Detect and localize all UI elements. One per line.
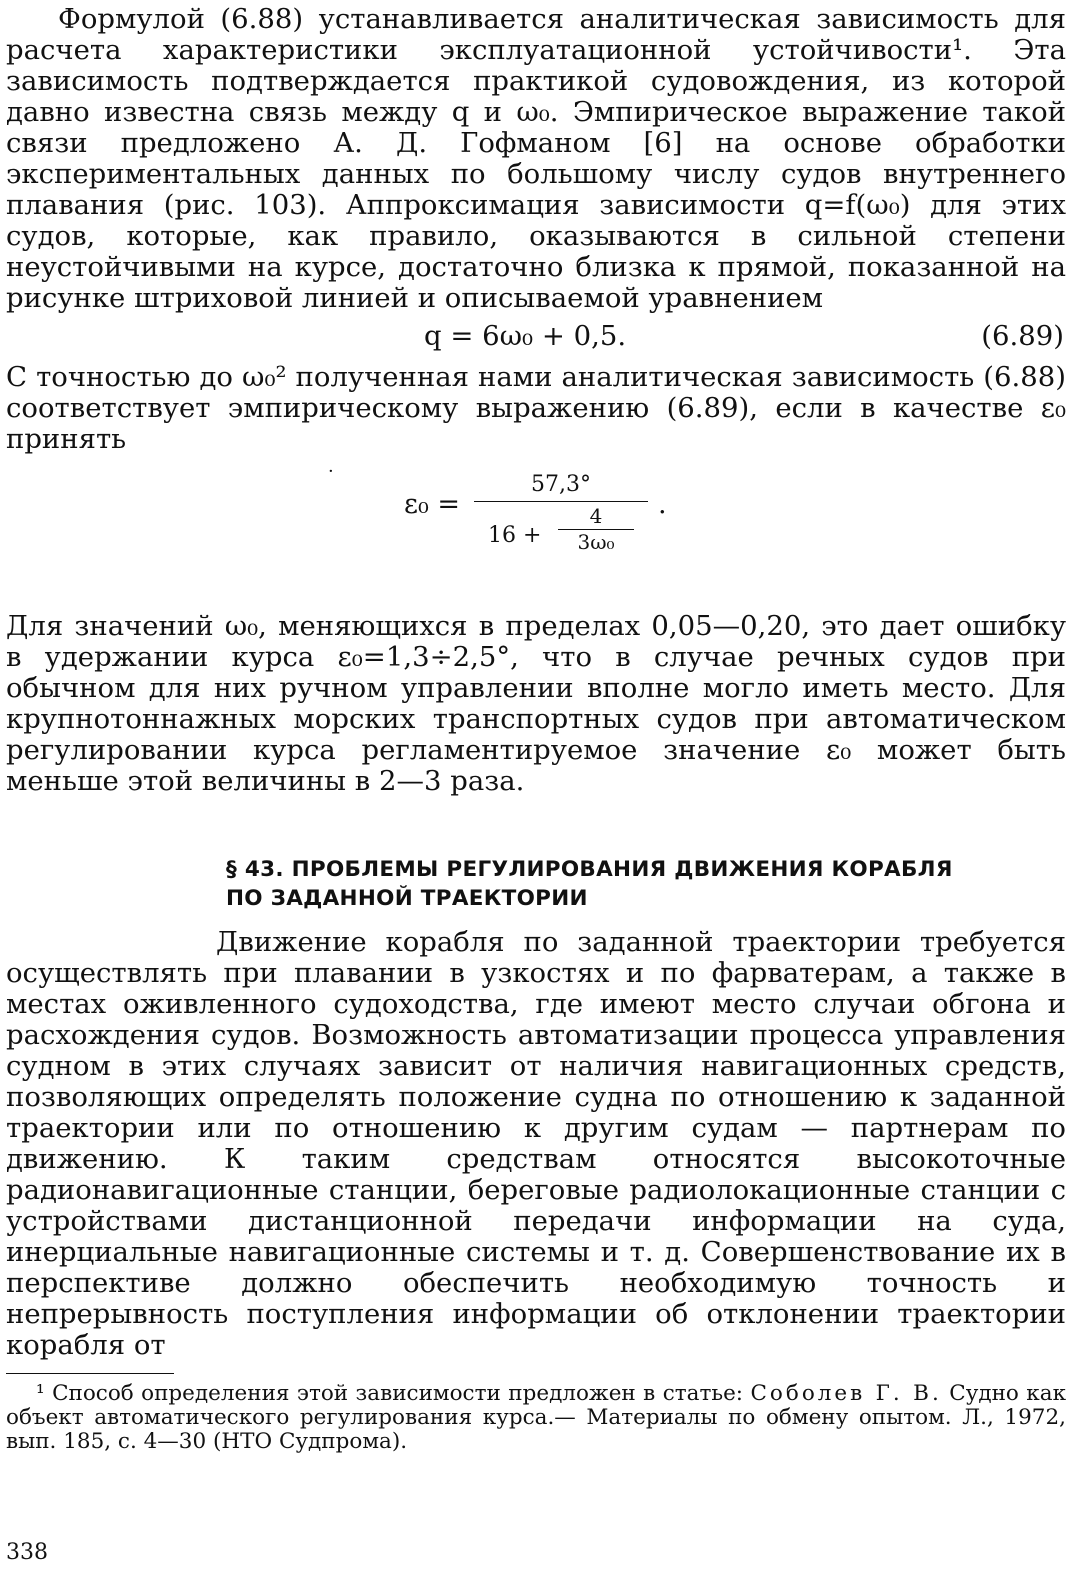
- page: [6, 4, 1066, 1454]
- equation-epsilon: [6, 461, 1066, 601]
- stray-dot: ·: [328, 461, 334, 482]
- footnote-marker: ¹: [36, 1381, 45, 1406]
- footnote: [6, 1382, 1066, 1454]
- equation-6-89: [6, 316, 1066, 356]
- paragraph-3: Для значений ω₀, меняющихся в пределах 0,05—0,20, это дает ошибку в удержании курса ε₀=1,3÷2,5°, что в случае речных судов при обычном для них ручном управлении вполне могло иметь место. Для крупнотоннажных морских транспортных судов при автоматическом регулировании курса регламентируемое значение ε₀ может быть меньше этой величины в 2—3 раза.: [6, 610, 1066, 797]
- denominator-lead: 16 +: [488, 523, 542, 548]
- page-number: 338: [6, 1540, 48, 1565]
- equation-6-89-number: (6.89): [981, 320, 1064, 352]
- paragraph-4: Движение корабля по заданной траектории требуется осуществлять при плавании в узкостях и по фарватерам, а также в местах оживленного судоходства, где имеют место случаи обгона и расхождения судов. Возможность автоматизации процесса управления судном в этих случаях зависит от наличия навигационных средств, позволяющих определять положение судна по отношению к заданной траектории или по отношению к другим судам — партнерам по движению. К таким средствам относятся высокоточные радионавигационные станции, береговые радиолокационные станции с устройствами дистанционной передачи информации на суда, инерциальные навигационные системы и т. д. Совершенствование их в перспективе должно обеспечить необходимую точность и непрерывность поступления информации об отклонении траектории корабля от: [6, 926, 1066, 1361]
- fraction-trailing-dot: .: [658, 489, 667, 520]
- fraction-denominator: [474, 502, 648, 572]
- section-heading-line-1: § 43. ПРОБЛЕМЫ РЕГУЛИРОВАНИЯ ДВИЖЕНИЯ КОРАБЛЯ: [226, 857, 953, 882]
- epsilon-fraction: [474, 471, 648, 572]
- sub-fraction-denominator: 3ω₀: [577, 530, 615, 554]
- footnote-text-before: Способ определения этой зависимости предложен в статье:: [52, 1381, 744, 1406]
- paragraph-2: С точностью до ω₀² полученная нами аналитическая зависимость (6.88) соответствует эмпирическому выражению (6.89), если в качестве ε₀ принять: [6, 361, 1066, 455]
- footnote-text-after: Судно как объект автоматического регулирования курса.— Материалы по обмену опытом. Л., 1972, вып. 185, с. 4—30 (НТО Судпрома).: [6, 1381, 1067, 1454]
- fraction-numerator: 57,3°: [474, 471, 648, 502]
- section-heading-line-2: ПО ЗАДАННОЙ ТРАЕКТОРИИ: [226, 886, 588, 911]
- sub-fraction: [558, 504, 634, 554]
- footnote-author: Соболев Г. В.: [750, 1381, 942, 1406]
- footnote-divider: [6, 1373, 174, 1374]
- sub-fraction-numerator: 4: [558, 504, 634, 530]
- section-heading: [226, 855, 1066, 913]
- equation-6-89-expression: q = 6ω₀ + 0,5.: [424, 320, 627, 352]
- paragraph-1: Формулой (6.88) устанавливается аналитическая зависимость для расчета характеристики эксплуатационной устойчивости¹. Эта зависимость подтверждается практикой судовождения, из которой давно известна связь между q и ω₀. Эмпирическое выражение такой связи предложено А. Д. Гофманом [6] на основе обработки экспериментальных данных по большому числу судов внутреннего плавания (рис. 103). Аппроксимация зависимости q=f(ω₀) для этих судов, которые, как правило, оказываются в сильной степени неустойчивыми на курсе, достаточно близка к прямой, показанной на рисунке штриховой линией и описываемой уравнением: [6, 3, 1066, 314]
- epsilon-lhs: ε₀ =: [404, 489, 461, 520]
